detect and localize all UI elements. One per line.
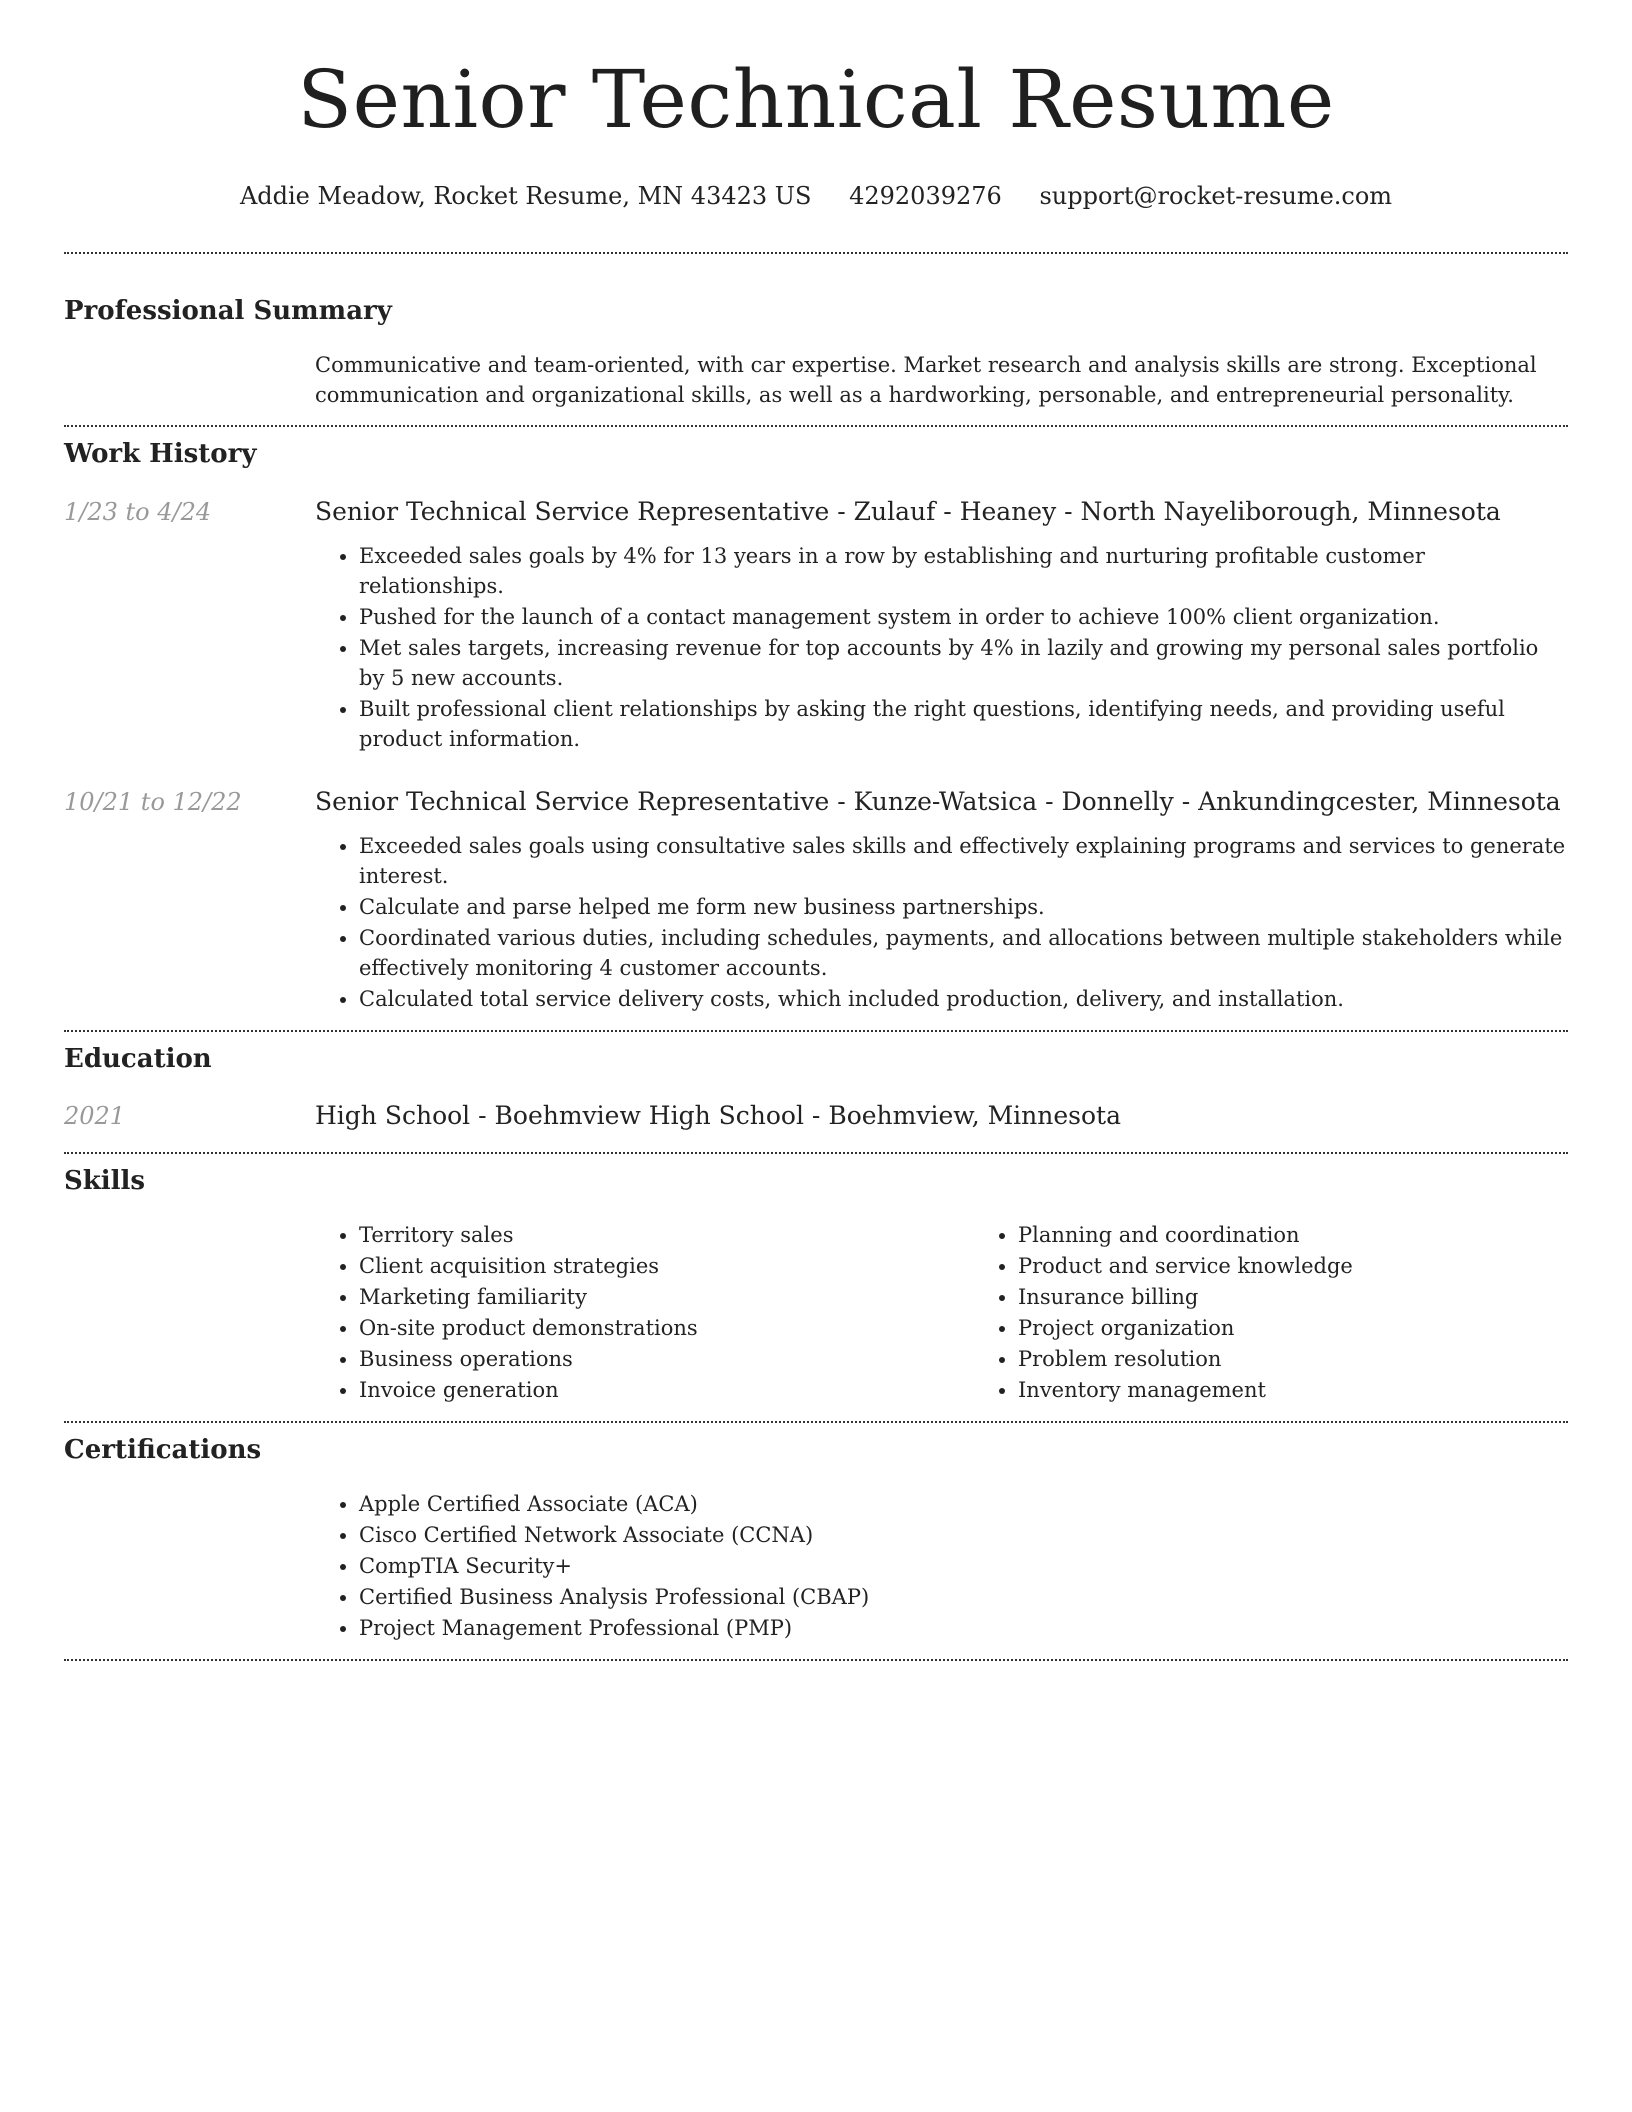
resume-title: Senior Technical Resume: [297, 53, 1335, 146]
skills-section: [64, 1165, 1568, 1406]
divider: [64, 252, 1568, 254]
summary-section: [64, 295, 1568, 410]
education-section: [64, 1043, 1568, 1132]
list-item: • Marketing familiarity: [359, 1282, 974, 1312]
summary-row: [64, 350, 1568, 410]
list-item: • Exceeded sales goals by 4% for 13 years in a row by establishing and nurturing profitable customer relationships.: [359, 541, 1568, 601]
certifications-spacer: [64, 1489, 315, 1644]
list-item: • Business operations: [359, 1344, 974, 1374]
education-text: High School - Boehmview High School - Boehmview, Minnesota: [315, 1101, 1122, 1130]
divider: [64, 1421, 1568, 1423]
work-section: [64, 438, 1568, 1015]
certifications-row: [64, 1489, 1568, 1644]
list-item: • Product and service knowledge: [1018, 1251, 1632, 1281]
job-title: Senior Technical Service Representative - Zulauf - Heaney - North Nayeliborough, Minnesota: [315, 497, 1501, 526]
certifications-list: [315, 1489, 1568, 1643]
certifications-heading: Certifications: [64, 1435, 262, 1465]
list-item: • Met sales targets, increasing revenue for top accounts by 4% in lazily and growing my personal sales portfolio by 5 new accounts.: [359, 633, 1568, 693]
list-item: • Cisco Certified Network Associate (CCNA): [359, 1520, 1568, 1550]
divider: [64, 1030, 1568, 1032]
skills-list-right: [974, 1220, 1632, 1406]
job-dates: 10/21 to 12/22: [64, 788, 242, 816]
list-item: • Problem resolution: [1018, 1344, 1632, 1374]
list-item: • Insurance billing: [1018, 1282, 1632, 1312]
divider: [64, 425, 1568, 427]
skills-heading: Skills: [64, 1166, 146, 1196]
list-item: • Territory sales: [359, 1220, 974, 1250]
summary-spacer: [64, 350, 315, 410]
list-item: • Invoice generation: [359, 1375, 974, 1405]
skills-spacer: [64, 1220, 315, 1406]
list-item: • Built professional client relationships by asking the right questions, identifying needs, and providing useful product information.: [359, 694, 1568, 754]
work-heading: Work History: [64, 439, 257, 469]
list-item: • Project organization: [1018, 1313, 1632, 1343]
list-item: • Calculate and parse helped me form new business partnerships.: [359, 892, 1568, 922]
divider: [64, 1659, 1568, 1661]
job-bullets: [315, 831, 1568, 1014]
contact-line: [64, 180, 1568, 212]
education-year: 2021: [64, 1102, 126, 1130]
list-item: • Inventory management: [1018, 1375, 1632, 1405]
list-item: • Apple Certified Associate (ACA): [359, 1489, 1568, 1519]
list-item: • Certified Business Analysis Professional (CBAP): [359, 1582, 1568, 1612]
list-item: • Coordinated various duties, including schedules, payments, and allocations between multiple stakeholders while effectively monitoring 4 customer accounts.: [359, 923, 1568, 983]
list-item: • Client acquisition strategies: [359, 1251, 974, 1281]
job-entry: [64, 496, 1568, 755]
summary-text: Communicative and team-oriented, with car expertise. Market research and analysis skills are strong. Exceptional communication and organizational skills, as well as a hardworking, personable, and entrepreneurial personality.: [315, 353, 1537, 407]
skills-list-left: [315, 1220, 974, 1406]
list-item: • On-site product demonstrations: [359, 1313, 974, 1343]
list-item: • Exceeded sales goals using consultative sales skills and effectively explaining programs and services to generate interest.: [359, 831, 1568, 891]
education-heading: Education: [64, 1044, 212, 1074]
list-item: • Calculated total service delivery costs, which included production, delivery, and installation.: [359, 984, 1568, 1014]
job-title: Senior Technical Service Representative - Kunze-Watsica - Donnelly - Ankundingcester, Minnesota: [315, 787, 1561, 816]
job-dates: 1/23 to 4/24: [64, 498, 212, 526]
list-item: • Planning and coordination: [1018, 1220, 1632, 1250]
education-entry: [64, 1100, 1568, 1132]
skills-grid: [315, 1220, 1632, 1406]
job-entry: [64, 786, 1568, 1015]
contact-email: support@rocket-resume.com: [1039, 182, 1393, 210]
job-details: [315, 786, 1568, 1015]
list-item: • Project Management Professional (PMP): [359, 1613, 1568, 1643]
certifications-section: [64, 1434, 1568, 1644]
list-item: • Pushed for the launch of a contact management system in order to achieve 100% client organization.: [359, 602, 1568, 632]
summary-heading: Professional Summary: [64, 296, 392, 326]
skills-row: [64, 1220, 1568, 1406]
job-bullets: [315, 541, 1568, 754]
divider: [64, 1152, 1568, 1154]
contact-address: Addie Meadow, Rocket Resume, MN 43423 US: [239, 182, 812, 210]
list-item: • CompTIA Security+: [359, 1551, 1568, 1581]
contact-phone: 4292039276: [849, 182, 1002, 210]
job-details: [315, 496, 1568, 755]
certifications-details: [315, 1489, 1568, 1644]
